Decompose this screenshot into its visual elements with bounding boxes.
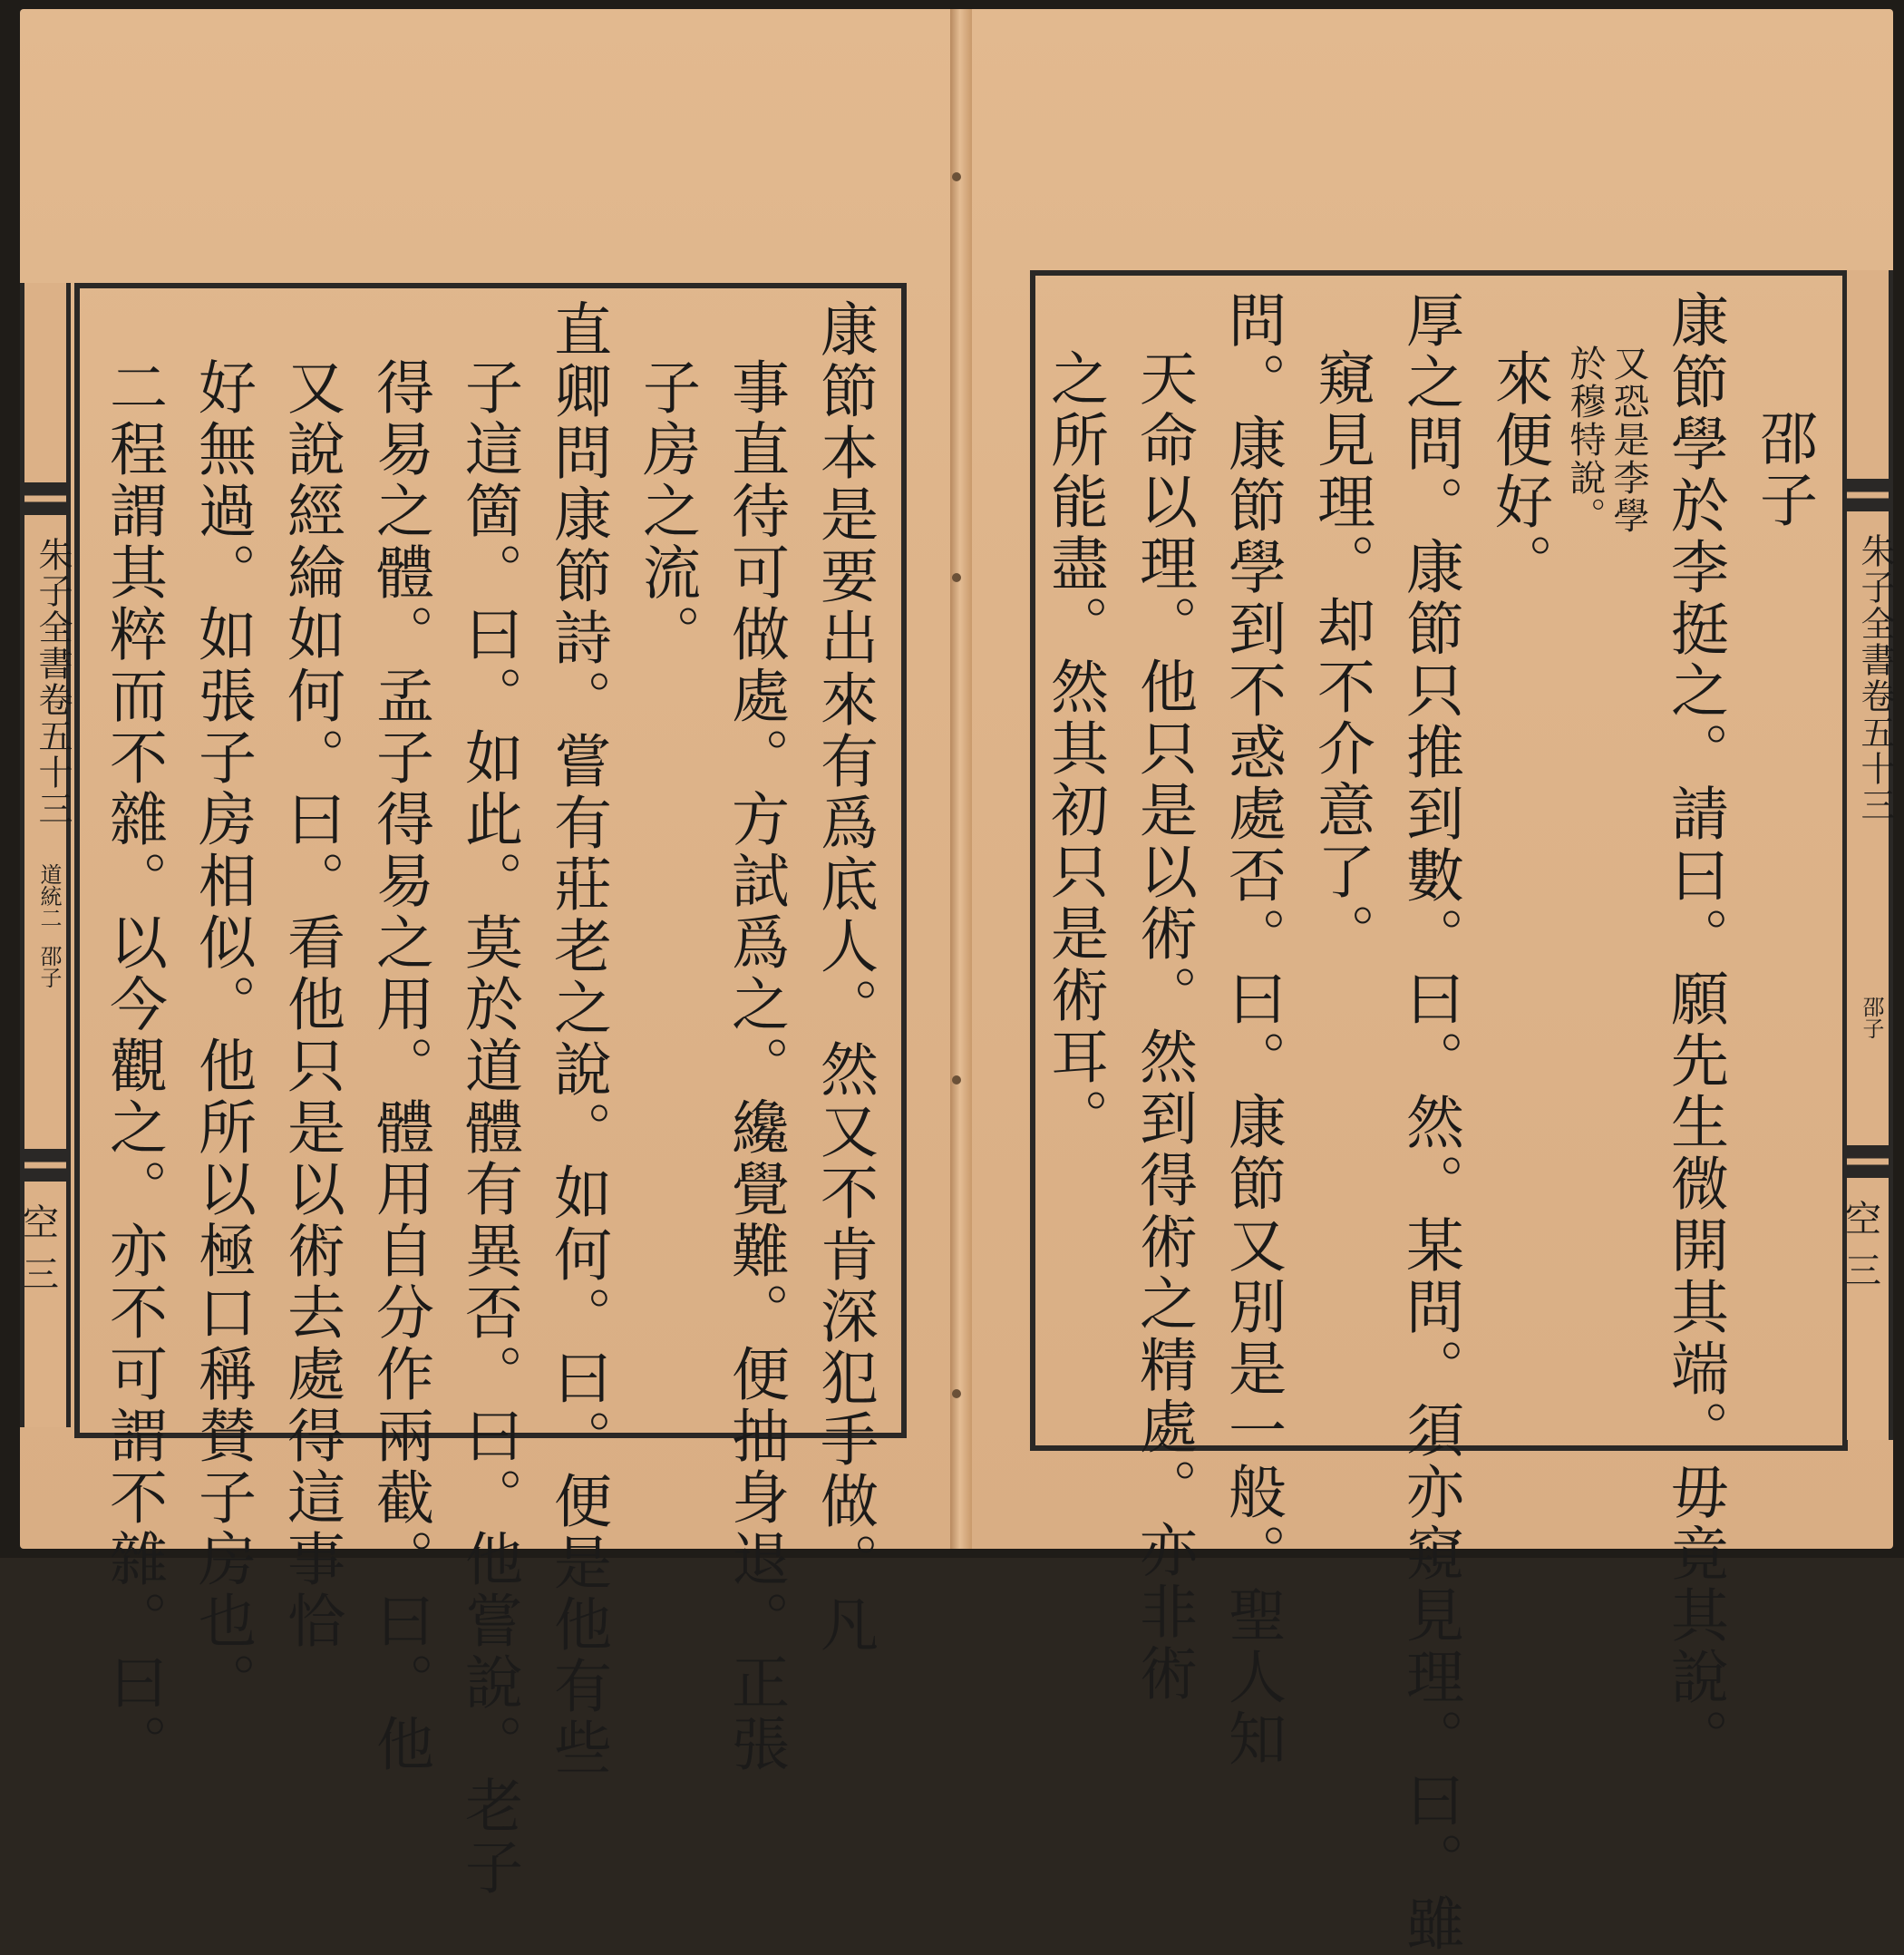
text-column: 子這箇。曰。如此。莫於道體有異否。曰。他嘗說。老子 xyxy=(455,357,522,1899)
text-column: 直卿問康節詩。嘗有莊老之說。如何。曰。便是他有些 xyxy=(544,299,611,1779)
text-column: 康節本是要出來有爲底人。然又不肯深犯手做。凡 xyxy=(811,299,878,1656)
binding-stitch xyxy=(952,1075,961,1084)
text-column: 來便好。 xyxy=(1485,348,1552,595)
binding-stitch xyxy=(952,1389,961,1398)
chapter-label: 道統二 xyxy=(36,863,62,929)
fish-tail-mark xyxy=(1847,479,1889,511)
text-column: 事直待可做處。方試爲之。纔覺難。便抽身退。正張 xyxy=(722,357,789,1775)
section-label: 邵子 xyxy=(1859,996,1884,1039)
left-page-text xyxy=(91,299,889,1899)
binding-stitch xyxy=(952,172,961,181)
left-margin-strip xyxy=(20,283,71,1427)
book-title: 朱子全書卷五十三 xyxy=(1855,533,1895,823)
binding-stitch xyxy=(952,573,961,582)
text-column: 好無過。如張子房相似。他所以極口稱賛子房也。 xyxy=(189,357,256,1714)
page-number: 空三 xyxy=(1845,1199,1881,1292)
annotation-column: 於穆特說。 xyxy=(1564,345,1606,535)
fish-tail-mark xyxy=(24,1149,66,1182)
text-column: 子房之流。 xyxy=(633,357,700,666)
section-title: 邵子 xyxy=(1750,408,1817,531)
page-number: 空三 xyxy=(23,1202,59,1296)
fish-tail-mark xyxy=(24,482,66,515)
text-column: 二程謂其粹而不雜。以今觀之。亦不可謂不雜。曰。 xyxy=(100,357,167,1775)
right-page-text xyxy=(1041,290,1828,1955)
text-column: 問。康節學到不惑處否。曰。康節又別是一般。聖人知 xyxy=(1219,290,1286,1770)
text-column: 天命以理。他只是以術。然到得術之精處。亦非術 xyxy=(1130,348,1197,1705)
text-column: 厚之問。康節只推到數。曰。然。某問。須亦窺見理。曰。雖 xyxy=(1396,290,1463,1955)
fish-tail-mark xyxy=(1847,1145,1889,1178)
text-column: 得易之體。孟子得易之用。體用自分作兩截。曰。他 xyxy=(366,357,433,1775)
right-margin-strip xyxy=(1842,270,1893,1440)
text-column: 之所能盡。然其初只是術耳。 xyxy=(1041,348,1108,1150)
text-column: 窺見理。却不介意了。 xyxy=(1307,348,1375,965)
text-column: 又說經綸如何。曰。看他只是以術去處得這事恰 xyxy=(277,357,345,1652)
text-column: 康節學於李挺之。請曰。願先生微開其端。毋竟其說。 xyxy=(1661,290,1728,1770)
section-label: 邵子 xyxy=(36,945,62,988)
book-title: 朱子全書卷五十三 xyxy=(33,537,73,827)
annotation-column: 又恐是李學 xyxy=(1608,345,1649,535)
binding-gutter xyxy=(950,9,972,1549)
